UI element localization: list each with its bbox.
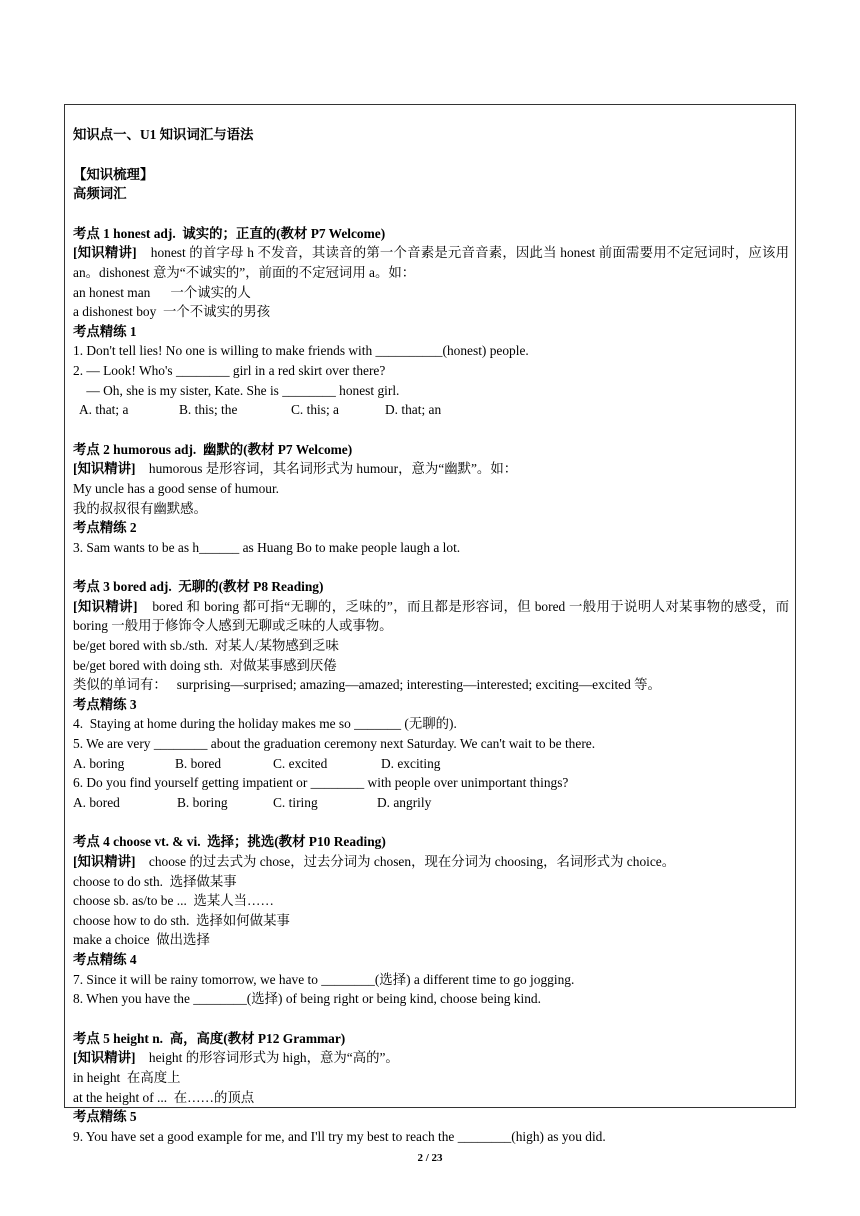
- option: D. exciting: [381, 755, 441, 771]
- question-line: 5. We are very ________ about the graduation ceremony next Saturday. We can't wait to be there.: [73, 736, 596, 752]
- question-line: 6. Do you find yourself getting impatient or ________ with people over unimportant things?: [73, 775, 569, 791]
- lecture-text: honest 的首字母 h 不发音，其读音的第一个音素是元音音素，因此当 honest 前面需要用不定冠词时，应该用 an。dishonest 意为“不诚实的”，前面的不定冠词用 a。如：: [73, 245, 790, 280]
- option: C. excited: [273, 755, 328, 771]
- note-line: choose how to do sth. 选择如何做某事: [73, 912, 290, 928]
- option: D. that; an: [385, 402, 442, 418]
- question-line: 8. When you have the ________(选择) of being right or being kind, choose being kind.: [73, 991, 541, 1007]
- question-line: 7. Since it will be rainy tomorrow, we have to ________(选择) a different time to go jogging.: [73, 971, 575, 987]
- vocab-title: 高频词汇: [73, 186, 127, 202]
- document-body: [73, 125, 789, 1146]
- note-line: 我的叔叔很有幽默感。: [73, 500, 207, 516]
- options-row: [73, 400, 789, 420]
- option: B. boring: [177, 794, 228, 810]
- options-row: [73, 793, 789, 813]
- lecture-paragraph: [73, 1048, 789, 1068]
- question-line: 9. You have set a good example for me, and I'll try my best to reach the ________(high) as you did.: [73, 1128, 606, 1144]
- question-line: 2. — Look! Who's ________ girl in a red skirt over there?: [73, 362, 386, 378]
- note-line: in height 在高度上: [73, 1069, 181, 1085]
- note-line: choose sb. as/to be ... 选某人当……: [73, 893, 274, 909]
- lecture-tag: [知识精讲]: [73, 598, 138, 614]
- lecture-tag: [知识精讲]: [73, 461, 136, 477]
- sorting-title: 【知识梳理】: [73, 166, 154, 182]
- option: A. boring: [73, 755, 125, 771]
- note-line: an honest man 一个诚实的人: [73, 284, 251, 300]
- option: A. bored: [73, 794, 120, 810]
- point-heading: 考点 5 height n. 高，高度(教材 P12 Grammar): [73, 1030, 346, 1046]
- point-heading: 考点 2 humorous adj. 幽默的(教材 P7 Welcome): [73, 441, 353, 457]
- lecture-paragraph: [73, 852, 789, 872]
- point-heading: 考点 3 bored adj. 无聊的(教材 P8 Reading): [73, 579, 324, 595]
- lecture-text: bored 和 boring 都可指“无聊的，乏味的”，而且都是形容词，但 bored 一般用于说明人对某事物的感受，而 boring 一般用于修饰令人感到无聊或乏味的人或事物。: [73, 598, 790, 634]
- practice-title: 考点精练 4: [73, 951, 137, 967]
- lecture-tag: [知识精讲]: [73, 1050, 136, 1066]
- lecture-text: humorous 是形容词，其名词形式为 humour，意为“幽默”。如：: [148, 461, 518, 477]
- option: D. angrily: [377, 794, 432, 810]
- point-heading: 考点 4 choose vt. & vi. 选择；挑选(教材 P10 Reading): [73, 834, 386, 850]
- option: C. this; a: [291, 402, 339, 418]
- note-line: at the height of ... 在……的顶点: [73, 1089, 255, 1105]
- question-line: 4. Staying at home during the holiday makes me so _______ (无聊的).: [73, 716, 457, 732]
- note-line: make a choice 做出选择: [73, 932, 210, 948]
- practice-title: 考点精练 5: [73, 1109, 137, 1125]
- note-line: choose to do sth. 选择做某事: [73, 873, 237, 889]
- option: A. that; a: [73, 402, 129, 418]
- options-row: [73, 754, 789, 774]
- note-line: a dishonest boy 一个不诚实的男孩: [73, 304, 271, 320]
- lecture-paragraph: [73, 459, 789, 479]
- section-title: 知识点一、U1 知识词汇与语法: [73, 127, 254, 142]
- note-line: be/get bored with doing sth. 对做某事感到厌倦: [73, 657, 337, 673]
- lecture-paragraph: [73, 597, 789, 636]
- note-line: My uncle has a good sense of humour.: [73, 480, 280, 496]
- practice-title: 考点精练 1: [73, 323, 137, 339]
- option: C. tiring: [273, 794, 318, 810]
- practice-title: 考点精练 2: [73, 520, 137, 536]
- question-line: — Oh, she is my sister, Kate. She is ________ honest girl.: [73, 382, 400, 398]
- lecture-tag: [知识精讲]: [73, 854, 136, 869]
- question-line: 1. Don't tell lies! No one is willing to make friends with __________(honest) people.: [73, 343, 529, 359]
- note-line: be/get bored with sb./sth. 对某人/某物感到乏味: [73, 638, 339, 654]
- question-line: 3. Sam wants to be as h______ as Huang Bo to make people laugh a lot.: [73, 539, 461, 555]
- option: B. bored: [175, 755, 222, 771]
- point-heading: 考点 1 honest adj. 诚实的；正直的(教材 P7 Welcome): [73, 225, 386, 241]
- lecture-text: height 的形容词形式为 high，意为“高的”。: [148, 1050, 399, 1066]
- note-line: 类似的单词有： surprising—surprised; amazing—amazed; interesting—interested; exciting—excited 等。: [73, 677, 661, 693]
- content-frame: [64, 104, 796, 1144]
- lecture-text: choose 的过去式为 chose，过去分词为 chosen，现在分词为 choosing，名词形式为 choice。: [148, 854, 676, 869]
- practice-title: 考点精练 3: [73, 696, 137, 712]
- lecture-tag: [知识精讲]: [73, 245, 137, 261]
- option: B. this; the: [179, 402, 238, 418]
- lecture-paragraph: [73, 243, 789, 282]
- page-number: 2 / 23: [417, 1152, 443, 1164]
